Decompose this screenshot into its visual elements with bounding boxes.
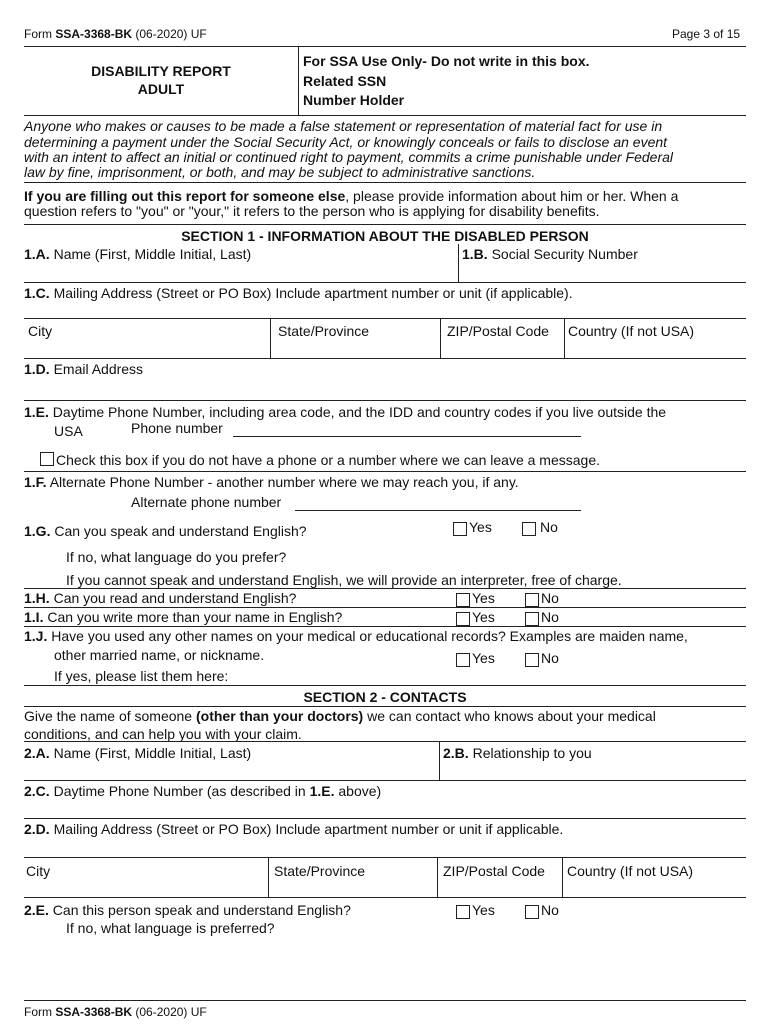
intro-line2: question refers to "you" or "your," it refers to the person who is applying for disability benefits. [24,203,600,219]
field-1h-label: 1.H. Can you read and understand English? [24,590,297,606]
section2-title-rule [24,706,746,707]
intro-line1: If you are filling out this report for someone else, please provide information about him or her. When a [24,188,679,204]
state-zip-divider [440,318,441,358]
field-1g-interpreter-note: If you cannot speak and understand English, we will provide an interpreter, free of charge. [66,572,622,588]
field-1a-label: 1.A. Name (First, Middle Initial, Last) [24,246,252,262]
checkbox-icon [40,452,54,466]
field-1h-yes-label: Yes [472,590,495,606]
section1-top-rule [24,224,746,225]
field-1j-no-checkbox[interactable] [525,653,539,667]
field-1i-no-checkbox[interactable] [525,612,539,626]
field-1j-label-line2: other married name, or nickname. [54,647,265,663]
field-2d-rule [24,857,746,858]
field-1g-label: 1.G. Can you speak and understand English? [24,523,307,539]
s2-city-row-rule [24,897,746,898]
field-1c-rule [24,318,746,319]
footer-form-number: Form SSA-3368-BK (06-2020) UF [24,1005,207,1019]
s2-zip-label: ZIP/Postal Code [443,863,545,879]
field-1d-label: 1.D. Email Address [24,361,144,377]
page-number: Page 3 of 15 [672,27,741,41]
warning-line4: law by fine, imprisonment, or both, and may be subject to administrative sanctions. [24,164,536,180]
related-ssn-label: Related SSN [303,73,387,89]
section2-intro-rule [24,741,746,742]
field-2e-no-label: No [541,902,559,918]
s2-zip-country-divider [562,857,563,897]
field-1e-no-phone-checkbox[interactable]: Check this box if you do not have a phone or a number where we can leave a message. [40,452,600,468]
field-1h-yes-checkbox[interactable] [456,593,470,607]
s2-city-label: City [26,863,51,879]
field-1b-ssn-input[interactable] [462,262,744,282]
field-1a-name-input[interactable] [24,262,456,282]
warning-line2: determining a payment under the Social Security Act, or knowingly conceals or fails to disclose an event [24,134,668,150]
field-2d-address-input[interactable] [24,838,744,856]
section2-intro-line1: Give the name of someone (other than your doctors) we can contact who knows about your medical [24,708,656,724]
field-1f-label: 1.F. Alternate Phone Number - another number where we may reach you, if any. [24,474,519,490]
field-2e-no-checkbox[interactable] [525,905,539,919]
field-1g-no-checkbox[interactable] [522,522,536,536]
header-divider [298,46,299,115]
field-2a-label: 2.A. Name (First, Middle Initial, Last) [24,745,252,761]
field-1e-rule [24,471,746,472]
field-1g-yes-checkbox[interactable] [453,522,467,536]
field-1d-email-input[interactable] [24,378,744,398]
section2-title: SECTION 2 - CONTACTS [303,689,467,705]
field-1j-list-label: If yes, please list them here: [54,668,229,684]
field-1g-yes-label: Yes [469,519,492,535]
field-2b-label: 2.B. Relationship to you [443,745,592,761]
country-label: Country (If not USA) [568,323,695,339]
field-1i-yes-checkbox[interactable] [456,612,470,626]
section2-intro-line2: conditions, and can help you with your claim. [24,726,302,742]
city-label: City [28,323,53,339]
section1-title: SECTION 1 - INFORMATION ABOUT THE DISABLED PERSON [181,228,589,244]
field-1j-no-label: No [541,650,559,666]
field-2b-relationship-input[interactable] [443,762,743,780]
warning-rule [24,182,746,183]
field-2c-phone-input[interactable] [24,800,744,818]
s2-city-state-divider [268,857,269,897]
warning-line1: Anyone who makes or causes to be made a false statement or representation of material fact for use in [24,118,663,134]
field-2c-label: 2.C. Daytime Phone Number (as described in 1.E. above) [24,783,382,799]
field-1h-no-label: No [541,590,559,606]
zip-country-divider [564,318,565,358]
field-1g-no-label: No [540,519,558,535]
field-1g-language-label: If no, what language do you prefer? [66,549,287,565]
city-state-divider [270,318,271,358]
field-2d-label: 2.D. Mailing Address (Street or PO Box) Include apartment number or unit if applicable. [24,821,564,837]
header-top-rule [24,46,746,47]
form-title-line1: DISABILITY REPORT [91,63,231,79]
section2-top-rule [24,685,746,686]
field-1a-rule [24,282,746,283]
header-bottom-rule [24,115,746,116]
field-2a-2b-divider [439,741,440,780]
field-1e-usa: USA [54,423,83,439]
field-1i-label: 1.I. Can you write more than your name in English? [24,609,343,625]
ssa-use-only-label: For SSA Use Only- Do not write in this box. [303,53,590,69]
field-1d-rule [24,400,746,401]
field-2e-language-label: If no, what language is preferred? [66,920,275,936]
field-1j-yes-label: Yes [472,650,495,666]
field-2a-name-input[interactable] [24,762,436,780]
field-1j-label: 1.J. Have you used any other names on your medical or educational records? Examples are maiden name, [24,628,688,644]
field-1j-yes-checkbox[interactable] [456,653,470,667]
warning-line3: with an intent to affect an initial or continued right to payment, commits a crime punishable under Federal [24,149,674,165]
form-title-line2: ADULT [137,81,185,97]
field-1h-no-checkbox[interactable] [525,593,539,607]
field-1b-label: 1.B. Social Security Number [462,246,638,262]
field-1i-no-label: No [541,609,559,625]
field-2c-rule [24,818,746,819]
field-1g-rule [24,588,746,589]
footer-rule [24,1000,746,1001]
field-1e-phone-input[interactable] [233,436,581,437]
field-1e-label: 1.E. Daytime Phone Number, including area code, and the IDD and country codes if you live outside the [24,404,667,420]
field-2e-yes-checkbox[interactable] [456,905,470,919]
s2-country-label: Country (If not USA) [567,863,694,879]
field-2e-yes-label: Yes [472,902,495,918]
city-row-rule [24,358,746,359]
zip-label: ZIP/Postal Code [447,323,549,339]
s2-state-label: State/Province [274,863,366,879]
field-1i-yes-label: Yes [472,609,495,625]
field-2a-rule [24,780,746,781]
s2-state-zip-divider [437,857,438,897]
field-1c-label: 1.C. Mailing Address (Street or PO Box) Include apartment number or unit (if applicable). [24,285,573,301]
field-1f-phone-label: Alternate phone number [131,494,282,510]
number-holder-label: Number Holder [303,92,405,108]
field-1i-rule [24,626,746,627]
field-2e-label: 2.E. Can this person speak and understand English? [24,902,351,918]
field-1e-phone-label: Phone number [131,420,223,436]
field-1h-rule [24,607,746,608]
field-1a-1b-divider [458,244,459,282]
state-label: State/Province [278,323,370,339]
field-1f-phone-input[interactable] [295,510,581,511]
field-1c-address-input[interactable] [24,302,744,318]
form-number: Form SSA-3368-BK (06-2020) UF [24,27,207,41]
